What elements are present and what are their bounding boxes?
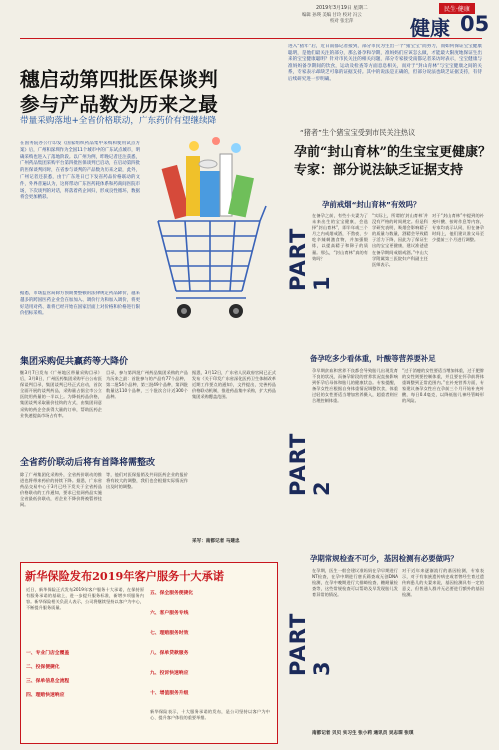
lead-intro: 在国务院办公厅印发《国家组织药品集中采购和使用试点方案》后，广州和深圳作为全国11个城市中的广东试点城市，明确采购也进入了落地阶段。以广州为例，昨晚记者还注获悉，广州药品集团采购平台第四批医保谈判已启动，在启动第四批的医保谈判同时，在省参与谈判的产品数为历来之最，此外，广州记者还获悉，由于广东进日已下发省药品价格联动的文件，外界普遍认为，这将带动广东医药耗体系和药商间医院市场，下次谈判的对话，将落着药企回归，形成良性循环，数据将会更加精彩。 <box>20 141 140 201</box>
news-box-item: 一、专业门店全覆盖 <box>26 651 70 656</box>
section-title: 健康 <box>410 16 450 40</box>
feature-title-line2: 专家：部分说法缺乏证据支持 <box>294 163 464 178</box>
lead-subtitle: 带量采购落地+全省价格联动，广东药价有望继续降 <box>20 116 217 126</box>
news-box-item: 六、客户服务专线 <box>150 611 189 616</box>
lead-section1-head: 集团采购促共赢药等大降价 <box>20 357 129 367</box>
feature-title-line1: 孕前“封山育林”的生宝宝更健康？ <box>294 145 491 160</box>
news-box-item: 九、投诉快速响应 <box>150 671 189 676</box>
part2-label: PART 2 <box>286 432 334 496</box>
lead-section2-body: 除了广州集团化采购外，全省药价联动的推进也将带来药价的持续下降。据悉，广东省药品交易中心于3月已经下发关于全省药品价格联动的工作通知，要求已挂网药品实施全省最低价联动，若企业不降价将被暂停挂网。 <box>20 472 102 508</box>
section-tag: 民生·健康 <box>439 3 475 14</box>
editor-line-2: 校对 张宏萍 <box>330 19 354 24</box>
news-box-item: 十、增值服务升级 <box>150 691 189 696</box>
part2-body: 孕早期贫血和营养不良都会导致胎儿出现发育不良的状况，而备孕阶段的营养状况直接影响到怀孕后母体和胎儿的健康状态。专家提醒，备孕女性应根据自身体重情况调整饮食，体重过轻的女性要适当增加营养摄入，超重者则应合理控制体重。 <box>312 368 398 404</box>
news-box-item: 五、保全服务便捷化 <box>150 591 194 596</box>
feature-top-text: 进入“猪年”后，近日南都记者接到，部分市民为生出一个“猪宝宝”而努力，而如何保证宝宝健康聪明，是他们最关注的部分，那么备孕和孕期，准妈妈们应该怎么做，才能最大限度地保证生出来的宝宝健康聪明？针对市民关注的相关问题，部分专家接受南都记者采访时表示，宝宝健康与准妈妈备孕期间的饮食，运动及检查等方面息息相关，而对于“封山育林”与宝宝健康之间的关系，专家表示却缺乏可靠的证据支持。其中的说法是正确的，但部分说法也缺乏证据支持，有待后续研究进一步明确。 <box>288 44 482 82</box>
lead-section1-body-2: 目录，参与第四批广州药品集团采购的产品为历来之最：首批参与的产品有77个品种，第二批54个品种，第三批49个品种，第四批数量达110个品种，三个批次合计近300个品种。 <box>106 370 188 400</box>
masthead-rule <box>20 38 482 39</box>
lead-section2-body-3: 据悉，3月12日，广东省人民政府官网已正式发布《关于印发广东省深化医药卫生体制改革近期工作要点的通知》，文件提出，完善药品价格联动机制，推进药品集中采购，扩大药品集团采购覆盖范围。 <box>192 370 276 400</box>
part3-body-2: 对于近年来逐渐流行的基因检测，专家表示，对于有家族遗传病史或者曾经生育过遗传病患儿的夫妻来说，基因检测具有一定的意义，但普通人群并无必要进行额外的基因检测。 <box>402 568 484 598</box>
part3-label: PART 3 <box>286 612 334 676</box>
part3-head: 孕期常规检查不可少，基因检测有必要做吗？ <box>310 554 458 563</box>
part3-body: 在孕期，医生一般会建议准妈妈在孕早期进行NT检查，在孕中期进行唐氏筛查或无创DNA检测，在孕中晚期进行大排畸检查、糖耐量检查等，这些常规检查可以帮助及早发现胎儿发育异常的情况。 <box>312 568 398 598</box>
news-box-item: 七、理赔服务时效 <box>150 631 189 636</box>
part1-body-2: “实际上，所谓的‘封山育林’并没有严格的时间规定。但是科学研究表明，吸烟会影响精子的质量与数量，酒精会导致精子活力下降，因此为了保证生出的宝宝更健康，建议准爸爸在备孕期间戒烟戒酒。”中山大学附属第三医院妇产科副主任医师表示。 <box>372 213 428 267</box>
lead-section1-body: 继3月7日发布《广州地区带量采购目录》后，3月8日，广州医药集团采购平台公布医保谈判目录，集团谈判已经正式启动，首次全面开展的谈判药品，采购量占据全市公立医院用药量的一半以上。为降低药品价格，集团谈判采取量价挂钩的方式，由集团同意采购的药企会获得大量的订单，帮助医药企业快速提高市场占有率。 <box>20 370 102 418</box>
news-box-body-2: 新华保险表示，十大服务承诺的发布，是公司坚持以客户为中心、提升客户体验的重要举措。 <box>150 709 270 721</box>
news-box-title: 新华保险发布2019年客户服务十大承诺 <box>25 569 224 583</box>
news-box-item: 八、保单贷款服务 <box>150 651 189 656</box>
medicine-cart-illustration <box>150 126 268 326</box>
date-line: 2019年3月19日 星期二 <box>316 6 368 11</box>
lead-title-line1: 穗启动第四批医保谈判 <box>20 68 219 91</box>
lead-section2-head: 全省药价联动后将有首降将需整改 <box>20 458 156 468</box>
page-number: 05 <box>460 12 490 36</box>
lead-section2-body-2: 等，他们对医保报销及共同医药企业的报价将有较大的调整，我们也会根据实际情况作出及时的调整。 <box>106 472 188 490</box>
news-box-body: 近日，新华保险正式发布2019年客户服务十大承诺，在保持原有服务承诺的基础上，进一步提升服务标准，新增多项服务内容。新华保险相关负责人表示，公司将继续坚持以客户为中心，不断提升服务质量。 <box>26 587 144 611</box>
news-box-item: 四、理赔快速响应 <box>26 693 65 698</box>
masthead <box>0 0 499 40</box>
lead-title-line2: 参与产品数为历来之最 <box>20 93 219 116</box>
feature-credits: 南都记者 贝贝 实习生 张小莉 通讯员 吴志琛 张琪 <box>312 731 414 736</box>
lead-intro-2: 据悉，市场监管局除方预期要整顿的法律规定药品降价，越来越多的跨国医药企业会在加加入、调价行为和加入调价，将更好适用对药、谁将已经开始在国家层面上对价格和价格进行限价招标采购。 <box>20 291 140 317</box>
part1-body: 在备孕之前，有些小夫妻为了未来出生的宝宝健康，会选择“封山育林”，即半年或三个月之内戒烟戒酒，不熬夜、少吃辛辣刺激食物，并加强锻炼，以提高精子和卵子的质量。那么，“封山育林”真的有效吗？ <box>312 213 368 261</box>
news-box <box>20 562 278 744</box>
lead-reporter: 采写：南都记者 马建忠 <box>192 539 240 544</box>
part1-label: PART 1 <box>286 227 334 291</box>
part1-body-3: 对于“封山育林”中提到的补充叶酸、按时作息等内容，专家均表示认同，但在备孕时间上，他们建议准父母至少提前三个月进行调整。 <box>432 213 484 243</box>
part1-head: 孕前戒烟“封山育林”有效吗？ <box>322 200 421 209</box>
news-box-item: 三、保单信息全流程 <box>26 679 70 684</box>
part2-body-2: “过于消瘦的女性要适当增加体重，过于肥胖的女性则要控制体重，并且要在怀孕前将体重调整到正常范围内。”在补充营养方面，专家建议备孕女性应在孕前三个月开始补充叶酸，每日0.4毫克，以降低胎儿神经管畸形的风险。 <box>402 368 484 404</box>
feature-kicker: “猪者”生个猪宝宝受到市民关注热议 <box>300 128 416 137</box>
news-box-item: 二、投保便捷化 <box>26 665 60 670</box>
editor-line: 编辑 孙瑛 美编 甘玲 校对 冯云 <box>302 13 362 18</box>
part2-head: 备孕吃多少看体重，叶酸等营养要补足 <box>310 354 436 363</box>
